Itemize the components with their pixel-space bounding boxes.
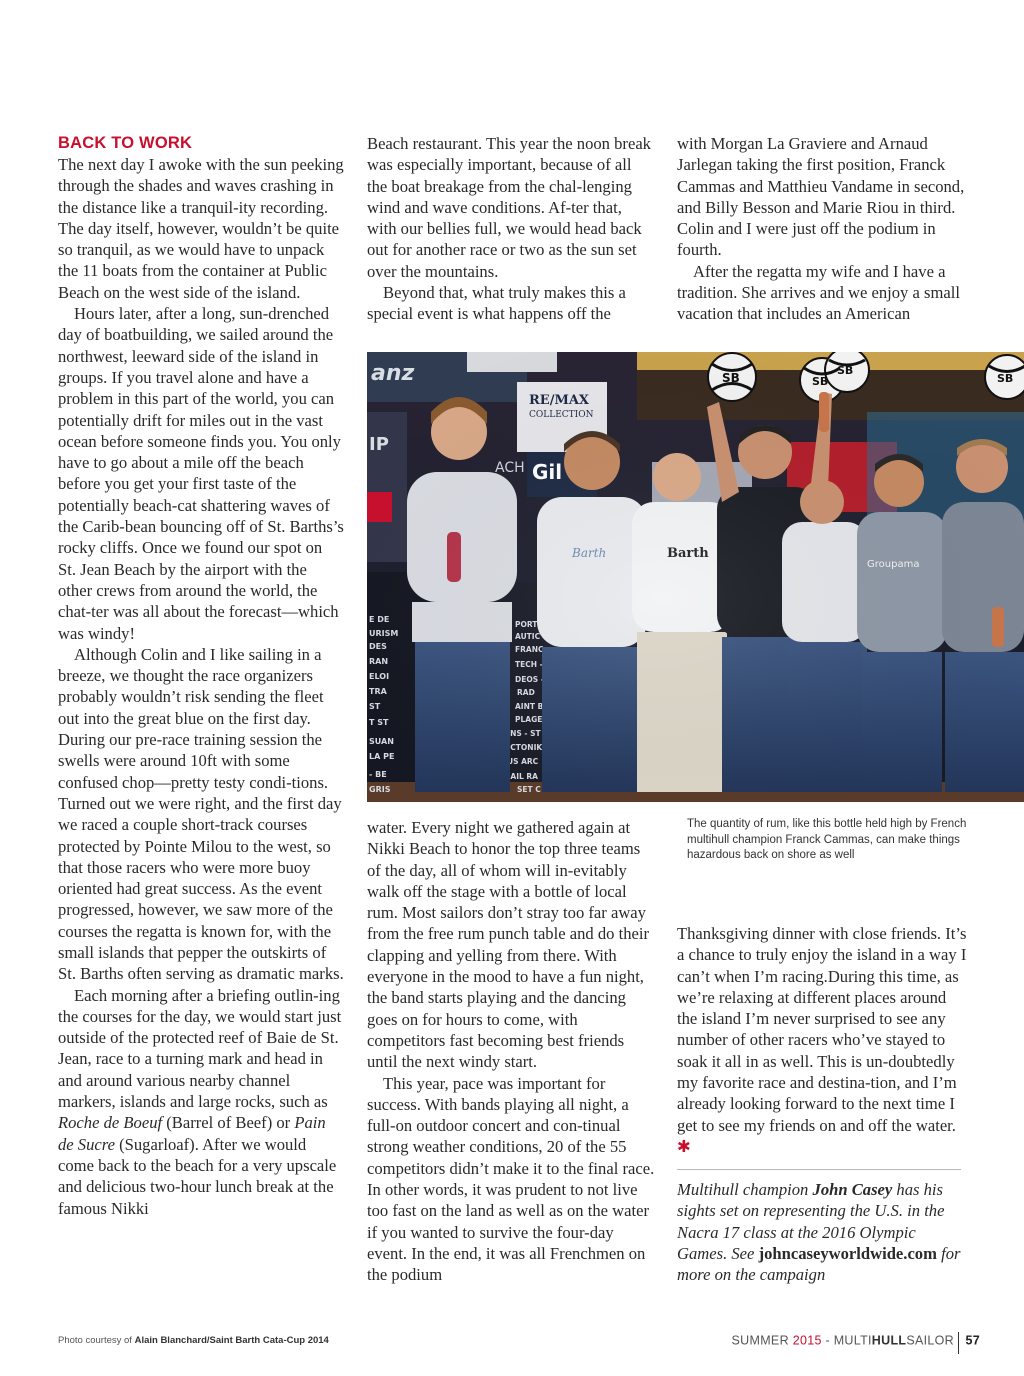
podium-photo [367, 352, 1024, 802]
paragraph: Thanksgiving dinner with close friends. It’s a chance to truly enjoy the island in a way I can’t when I’m racing.During this time, as we’re relaxing at different places around the island I’m never surprised to see any number of other racers who’ve stayed to soak it all in as well. This is un-doubtedly my favorite race and destina-tion, and I’m already looking forward to the next time I get to see my friends on and off the water. ✱ [677, 924, 967, 1156]
bio-divider [677, 1169, 961, 1170]
paragraph: Hours later, after a long, sun-drenched day of boatbuilding, we sailed around the northwest, leeward side of the island in groups. If you travel alone and have a problem in this part of the world, you can potentially drift for miles out in the vast ocean before someone finds you. You only have to go about a mile off the beach before you get your first taste of the potentially beach-cat shattering waves of the Carib-bean bouncing off of St. Barths’s rocky cliffs. Once we found our spot on St. Jean Beach by the airport with the other crews from around the world, the chat-ter was all about the forecast—which was windy! [58, 304, 344, 643]
folio-separator [958, 1332, 960, 1354]
author-name: John Casey [812, 1180, 893, 1199]
photo-credit: Photo courtesy of Alain Blanchard/Saint Barth Cata-Cup 2014 [58, 1335, 329, 1346]
article-column-2-top [367, 133, 655, 325]
paragraph: Beach restaurant. This year the noon break was especially important, because of all the boat breakage from the chal-lenging wind and wave conditions. Af-ter that, with our bellies full, we would head back out for another race or two as the sun set over the mountains. [367, 134, 651, 281]
photo-caption: The quantity of rum, like this bottle held high by French multihull champion Franck Cammas, can make things hazardous back on shore as well [687, 818, 967, 861]
paragraph: This year, pace was important for success. With bands playing all night, a full-on outdoor concert and con-tinual strong weather conditions, 20 of the 55 competitors didn’t make it to the final race. In other words, it was prudent to not live too fast on the land as well as on the water if you wanted to survive the four-day event. In the end, it was all Frenchmen on the podium [367, 1073, 655, 1285]
paragraph: After the regatta my wife and I have a tradition. She arrives and we enjoy a small vacation that includes an American [677, 261, 960, 324]
page-folio: SUMMER 2015 - MULTIHULLSAILOR 57 [732, 1330, 980, 1352]
issue-season: SUMMER [731, 1333, 789, 1348]
podium-photo-illustration [367, 352, 1024, 802]
place-name: Pain de Sucre [58, 1113, 326, 1154]
issue-year: 2015 [792, 1333, 822, 1348]
end-mark-icon: ✱ [677, 1136, 691, 1156]
article-column-2-bottom [367, 817, 655, 1286]
place-name: Roche de Boeuf [58, 1113, 163, 1133]
paragraph: The next day I awoke with the sun peeking through the shades and waves crashing in the distance like a tranquil-ity recording. The day itself, however, wouldn’t be quite so tranquil, as we would have to unpack the 11 boats from the container at Public Beach on the west side of the island. [58, 155, 344, 302]
article-column-1 [58, 133, 344, 1219]
paragraph: Beyond that, what truly makes this a special event is what happens off the [367, 283, 626, 324]
author-bio: Multihull champion John Casey has his sights set on representing the U.S. in the Nacra 17 class at the 2016 Olympic Games. See johncaseyworldwide.com for more on the campaign [677, 1180, 961, 1285]
article-column-3-bottom [677, 923, 967, 1157]
section-heading: BACK TO WORK [58, 134, 193, 152]
paragraph: with Morgan La Graviere and Arnaud Jarlegan taking the first position, Franck Cammas and Matthieu Vandame in second, and Billy Besson and Marie Riou in third. Colin and I were just off the podium in fourth. [677, 134, 965, 260]
paragraph: Each morning after a briefing outlin-ing the courses for the day, we would start just outside of the protected reef of Baie de St. Jean, race to a turning mark and head in and around various nearby channel markers, islands and large rocks, such as Roche de Boeuf (Barrel of Beef) or Pain de Sucre (Sugarloaf). After we would come back to the beach for a very upscale and delicious two-hour lunch break at the famous Nikki [58, 985, 342, 1218]
article-column-3-top [677, 133, 967, 325]
paragraph: Although Colin and I like sailing in a breeze, we thought the race organizers probably wouldn’t risk sending the fleet out into the great blue on the first day. During our pre-race training session the swells were around 10ft with some confused chop—pretty testy condi-tions. Turned out we were right, and the first day we raced a couple short-track courses protected by Pointe Milou to the west, so that those racers who were more buoy oriented had great success. As the event progressed, however, we saw more of the courses the regatta is known for, with the small islands that pepper the outskirts of St. Barths often serving as dramatic marks. [58, 644, 344, 984]
magazine-name: MULTIHULLSAILOR [833, 1333, 954, 1348]
paragraph: water. Every night we gathered again at Nikki Beach to honor the top three teams of the day, all of whom will in-evitably walk off the stage with a bottle of local rum. Most sailors don’t stray too far away from the free rum punch table and do their clapping and yelling from there. With everyone in the mood to have a fun night, the band starts playing and the dancing goes on for hours to come, with competitors fast becoming best friends until the next windy start. [367, 818, 649, 1072]
website-link[interactable]: johncaseyworldwide.com [758, 1243, 937, 1263]
page-number: 57 [965, 1333, 980, 1348]
